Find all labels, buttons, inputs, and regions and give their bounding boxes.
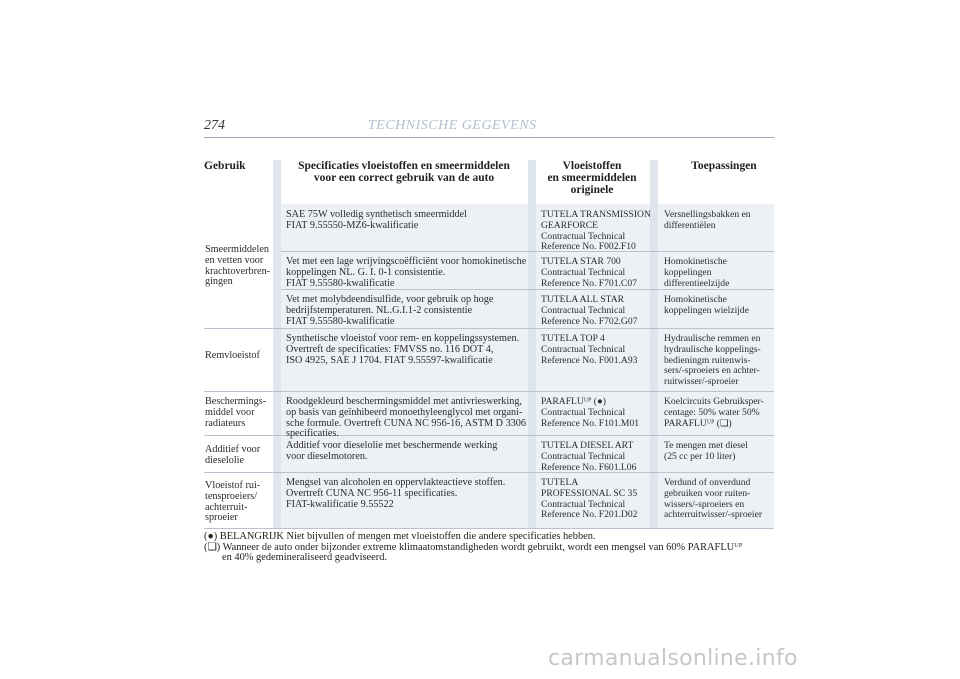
row-separator: [204, 391, 774, 392]
footnote-important: (●) BELANGRIJK Niet bijvullen of mengen met vloeistoffen die andere specificaties hebben.: [204, 531, 596, 542]
application-cell: Versnellingsbakken en differentiëlen: [664, 209, 751, 231]
section-title: TECHNISCHE GEGEVENS: [368, 118, 537, 133]
fluid-cell: PARAFLUᵁᴾ (●) Contractual Technical Reference No. F101.M01: [541, 396, 640, 429]
application-cell: Verdund of onverdund gebruiken voor ruiten- wissers/-sproeiers en achterruitwisser/-sproeier: [664, 477, 763, 521]
footnotes: [204, 532, 779, 564]
fluid-cell: TUTELA PROFESSIONAL SC 35 Contractual Technical Reference No. F201.D02: [541, 477, 638, 521]
use-cell: Beschermings- middel voor radiateurs: [205, 396, 267, 429]
use-cell: Remvloeistof: [205, 350, 260, 361]
application-cell: Homokinetische koppelingen differentieelzijde: [664, 256, 730, 289]
spec-cell: Vet met molybdeendisulfide, voor gebruik op hoge bedrijfstemperaturen. NL.G.I.1-2 consistentie FIAT 9.55580-kwalificatie: [286, 294, 494, 327]
watermark: carmanualsonline.info: [548, 646, 798, 671]
fluid-cell: TUTELA ALL STAR Contractual Technical Reference No. F702.G07: [541, 294, 638, 327]
column-header-fluids: Vloeistoffen en smeermiddelen originele: [547, 160, 637, 196]
spec-cell: Vet met een lage wrijvingscoëfficiënt voor homokinetische koppelingen NL. G. I. 0-1 consistentie. FIAT 9.55580-kwalificatie: [286, 256, 527, 289]
spec-cell: Mengsel van alcoholen en oppervlakteactieve stoffen. Overtreft CUNA NC 956-11 specificaties. FIAT-kwalificatie 9.55522: [286, 477, 506, 510]
footnote-climate-continued: en 40% gedemineraliseerd geadviseerd.: [222, 552, 388, 564]
row-separator: [204, 472, 774, 473]
row-separator: [281, 251, 774, 252]
use-cell: Vloeistof rui- tensproeiers/ achterruit- sproeier: [205, 480, 261, 524]
column-header-applications: Toepassingen: [691, 160, 757, 172]
use-cell: Smeermiddelen en vetten voor krachtoverbren- gingen: [205, 244, 271, 288]
use-cell: Additief voor dieselolie: [205, 444, 261, 466]
spec-cell: SAE 75W volledig synthetisch smeermiddel FIAT 9.55550-MZ6-kwalificatie: [286, 209, 467, 231]
application-cell: Koelcircuits Gebruiksper- centage: 50% water 50% PARAFLUᵁᴾ (❏): [664, 396, 764, 429]
spec-cell: Additief voor dieselolie met beschermende werking voor dieselmotoren.: [286, 440, 498, 462]
fluid-cell: TUTELA TRANSMISSION GEARFORCE Contractual Technical Reference No. F002.F10: [541, 209, 651, 253]
spec-cell: Roodgekleurd beschermingsmiddel met antivrieswerking, op basis van geïnhibeerd monoethyleenglycol met organi- sche formule. Overtreft CUNA NC 956-16, ASTM D 3306 specificaties.: [286, 396, 526, 440]
fluid-cell: TUTELA DIESEL ART Contractual Technical Reference No. F601.L06: [541, 440, 637, 473]
application-cell: Hydraulische remmen en hydraulische koppelings- bedieningm ruitenwis- sers/-sproeiers en achter- ruitwisser/-sproeier: [664, 333, 761, 388]
spec-cell: Synthetische vloeistof voor rem- en koppelingssystemen. Overtreft de specificaties: FMVSS no. 116 DOT 4, ISO 4925, SAE J 1704. FIAT 9.55597-kwalificatie: [286, 333, 520, 366]
header-rule: [204, 137, 774, 138]
column-header-use: Gebruik: [204, 160, 246, 172]
row-separator: [204, 328, 774, 329]
application-cell: Te mengen met diesel (25 cc per 10 liter): [664, 440, 748, 462]
fluid-cell: TUTELA TOP 4 Contractual Technical Reference No. F001.A93: [541, 333, 638, 366]
application-cell: Homokinetische koppelingen wielzijde: [664, 294, 749, 316]
table-bottom-rule: [204, 528, 774, 529]
footnote-climate: (❏) Wanneer de auto onder bijzonder extreme klimaatomstandigheden wordt gebruikt, wordt een mengsel van 60% PARAFLUᵁᴾ: [204, 541, 743, 553]
fluid-cell: TUTELA STAR 700 Contractual Technical Reference No. F701.C07: [541, 256, 637, 289]
page-number: 274: [204, 118, 225, 133]
column-header-specs: Specificaties vloeistoffen en smeermiddelen voor een correct gebruik van de auto: [298, 160, 510, 184]
